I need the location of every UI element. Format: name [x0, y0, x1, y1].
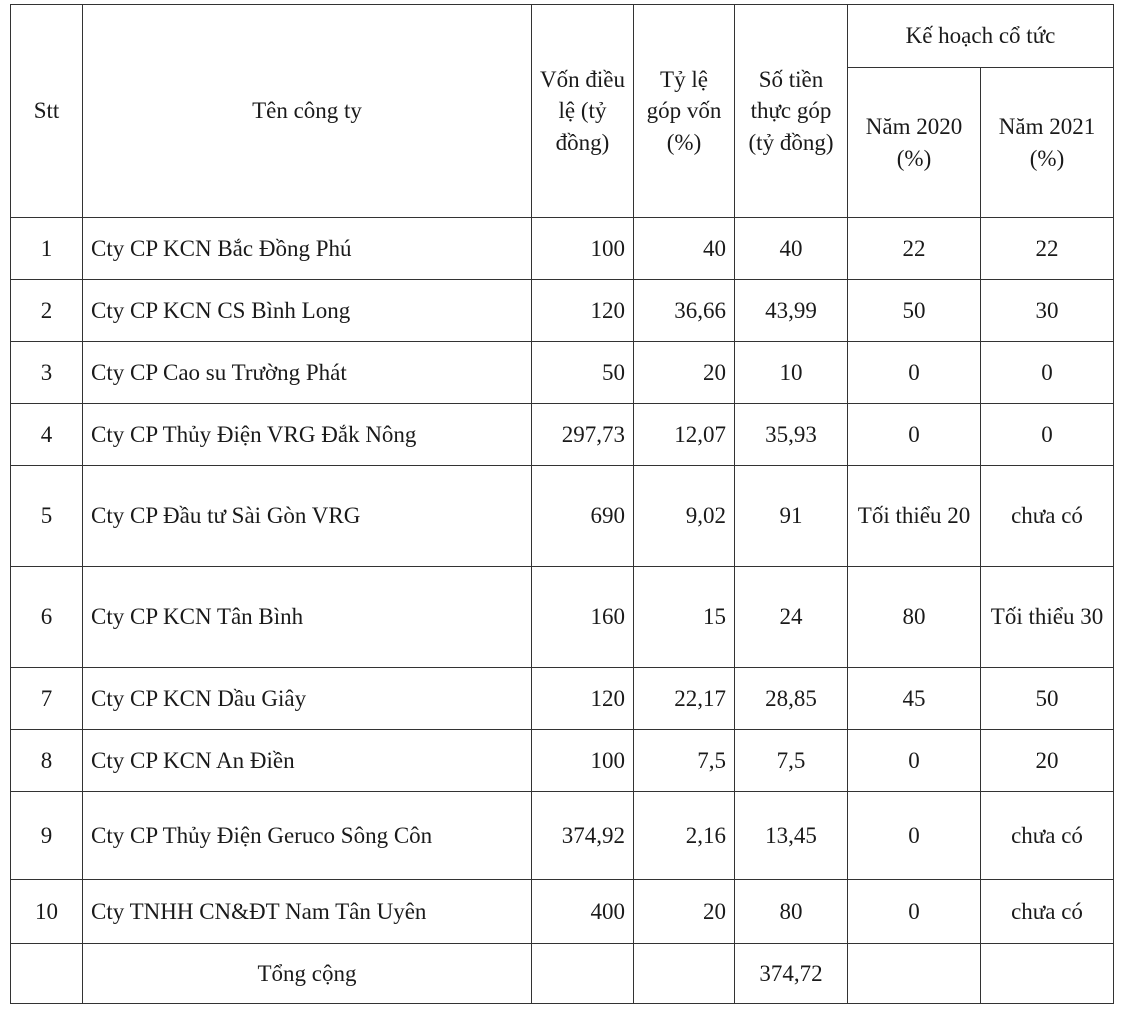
cell-paid: 13,45 — [735, 792, 848, 880]
cell-paid: 7,5 — [735, 730, 848, 792]
cell-paid: 28,85 — [735, 668, 848, 730]
cell-company: Cty CP KCN Tân Bình — [83, 567, 532, 668]
cell-year-2021: chưa có — [981, 792, 1114, 880]
table-row — [11, 730, 1114, 792]
total-label: Tổng cộng — [83, 944, 532, 1004]
cell-capital: 100 — [532, 218, 634, 280]
cell-year-2021: Tối thiểu 30 — [981, 567, 1114, 668]
cell-paid: 43,99 — [735, 280, 848, 342]
cell-year-2021: 20 — [981, 730, 1114, 792]
cell-company: Cty CP KCN Dầu Giây — [83, 668, 532, 730]
cell-capital: 400 — [532, 880, 634, 944]
cell-stt: 7 — [11, 668, 83, 730]
table-row — [11, 342, 1114, 404]
cell-stt: 9 — [11, 792, 83, 880]
cell-capital: 120 — [532, 668, 634, 730]
cell-paid: 10 — [735, 342, 848, 404]
cell-stt: 6 — [11, 567, 83, 668]
cell-ratio: 22,17 — [634, 668, 735, 730]
cell-year-2020: Tối thiểu 20 — [848, 466, 981, 567]
cell-company: Cty CP Thủy Điện VRG Đắk Nông — [83, 404, 532, 466]
header-dividend-plan: Kế hoạch cổ tức — [848, 5, 1114, 68]
cell-company: Cty CP KCN Bắc Đồng Phú — [83, 218, 532, 280]
cell-ratio: 2,16 — [634, 792, 735, 880]
cell-ratio-empty — [634, 944, 735, 1004]
header-paid: Số tiền thực góp (tỷ đồng) — [735, 5, 848, 218]
table-row — [11, 466, 1114, 567]
cell-ratio: 20 — [634, 880, 735, 944]
cell-capital: 100 — [532, 730, 634, 792]
cell-year-2020: 80 — [848, 567, 981, 668]
cell-year-2020: 0 — [848, 342, 981, 404]
cell-company: Cty CP KCN An Điền — [83, 730, 532, 792]
header-stt: Stt — [11, 5, 83, 218]
cell-capital: 374,92 — [532, 792, 634, 880]
cell-company: Cty TNHH CN&ĐT Nam Tân Uyên — [83, 880, 532, 944]
dividend-table — [10, 4, 1114, 1004]
header-year-2021: Năm 2021 (%) — [981, 68, 1114, 218]
table-row — [11, 218, 1114, 280]
cell-year-2021: 50 — [981, 668, 1114, 730]
cell-ratio: 20 — [634, 342, 735, 404]
cell-year-2021: chưa có — [981, 880, 1114, 944]
cell-capital-empty — [532, 944, 634, 1004]
cell-year-2020: 50 — [848, 280, 981, 342]
cell-paid: 35,93 — [735, 404, 848, 466]
cell-year-2021: 0 — [981, 342, 1114, 404]
cell-year-2021-empty — [981, 944, 1114, 1004]
cell-year-2020: 45 — [848, 668, 981, 730]
header-year-2020: Năm 2020 (%) — [848, 68, 981, 218]
cell-stt: 3 — [11, 342, 83, 404]
table-row — [11, 567, 1114, 668]
cell-stt: 4 — [11, 404, 83, 466]
cell-ratio: 40 — [634, 218, 735, 280]
cell-stt: 2 — [11, 280, 83, 342]
cell-year-2021: 30 — [981, 280, 1114, 342]
cell-capital: 690 — [532, 466, 634, 567]
cell-ratio: 12,07 — [634, 404, 735, 466]
header-capital: Vốn điều lệ (tỷ đồng) — [532, 5, 634, 218]
cell-year-2021: chưa có — [981, 466, 1114, 567]
cell-paid: 91 — [735, 466, 848, 567]
cell-stt: 10 — [11, 880, 83, 944]
cell-year-2020: 0 — [848, 792, 981, 880]
cell-capital: 50 — [532, 342, 634, 404]
cell-year-2020-empty — [848, 944, 981, 1004]
cell-ratio: 15 — [634, 567, 735, 668]
cell-ratio: 36,66 — [634, 280, 735, 342]
table-row — [11, 792, 1114, 880]
cell-company: Cty CP KCN CS Bình Long — [83, 280, 532, 342]
cell-stt: 5 — [11, 466, 83, 567]
cell-capital: 297,73 — [532, 404, 634, 466]
cell-company: Cty CP Cao su Trường Phát — [83, 342, 532, 404]
cell-paid: 40 — [735, 218, 848, 280]
cell-year-2021: 22 — [981, 218, 1114, 280]
cell-stt: 1 — [11, 218, 83, 280]
cell-year-2020: 0 — [848, 730, 981, 792]
cell-ratio: 9,02 — [634, 466, 735, 567]
total-row — [11, 944, 1114, 1004]
table-row — [11, 668, 1114, 730]
cell-capital: 120 — [532, 280, 634, 342]
table-row — [11, 404, 1114, 466]
header-ratio: Tỷ lệ góp vốn (%) — [634, 5, 735, 218]
table-row — [11, 280, 1114, 342]
cell-company: Cty CP Đầu tư Sài Gòn VRG — [83, 466, 532, 567]
total-paid: 374,72 — [735, 944, 848, 1004]
cell-company: Cty CP Thủy Điện Geruco Sông Côn — [83, 792, 532, 880]
cell-year-2021: 0 — [981, 404, 1114, 466]
cell-paid: 80 — [735, 880, 848, 944]
cell-year-2020: 22 — [848, 218, 981, 280]
cell-ratio: 7,5 — [634, 730, 735, 792]
header-company: Tên công ty — [83, 5, 532, 218]
cell-stt-empty — [11, 944, 83, 1004]
cell-year-2020: 0 — [848, 880, 981, 944]
cell-capital: 160 — [532, 567, 634, 668]
cell-year-2020: 0 — [848, 404, 981, 466]
table-row — [11, 880, 1114, 944]
cell-stt: 8 — [11, 730, 83, 792]
cell-paid: 24 — [735, 567, 848, 668]
